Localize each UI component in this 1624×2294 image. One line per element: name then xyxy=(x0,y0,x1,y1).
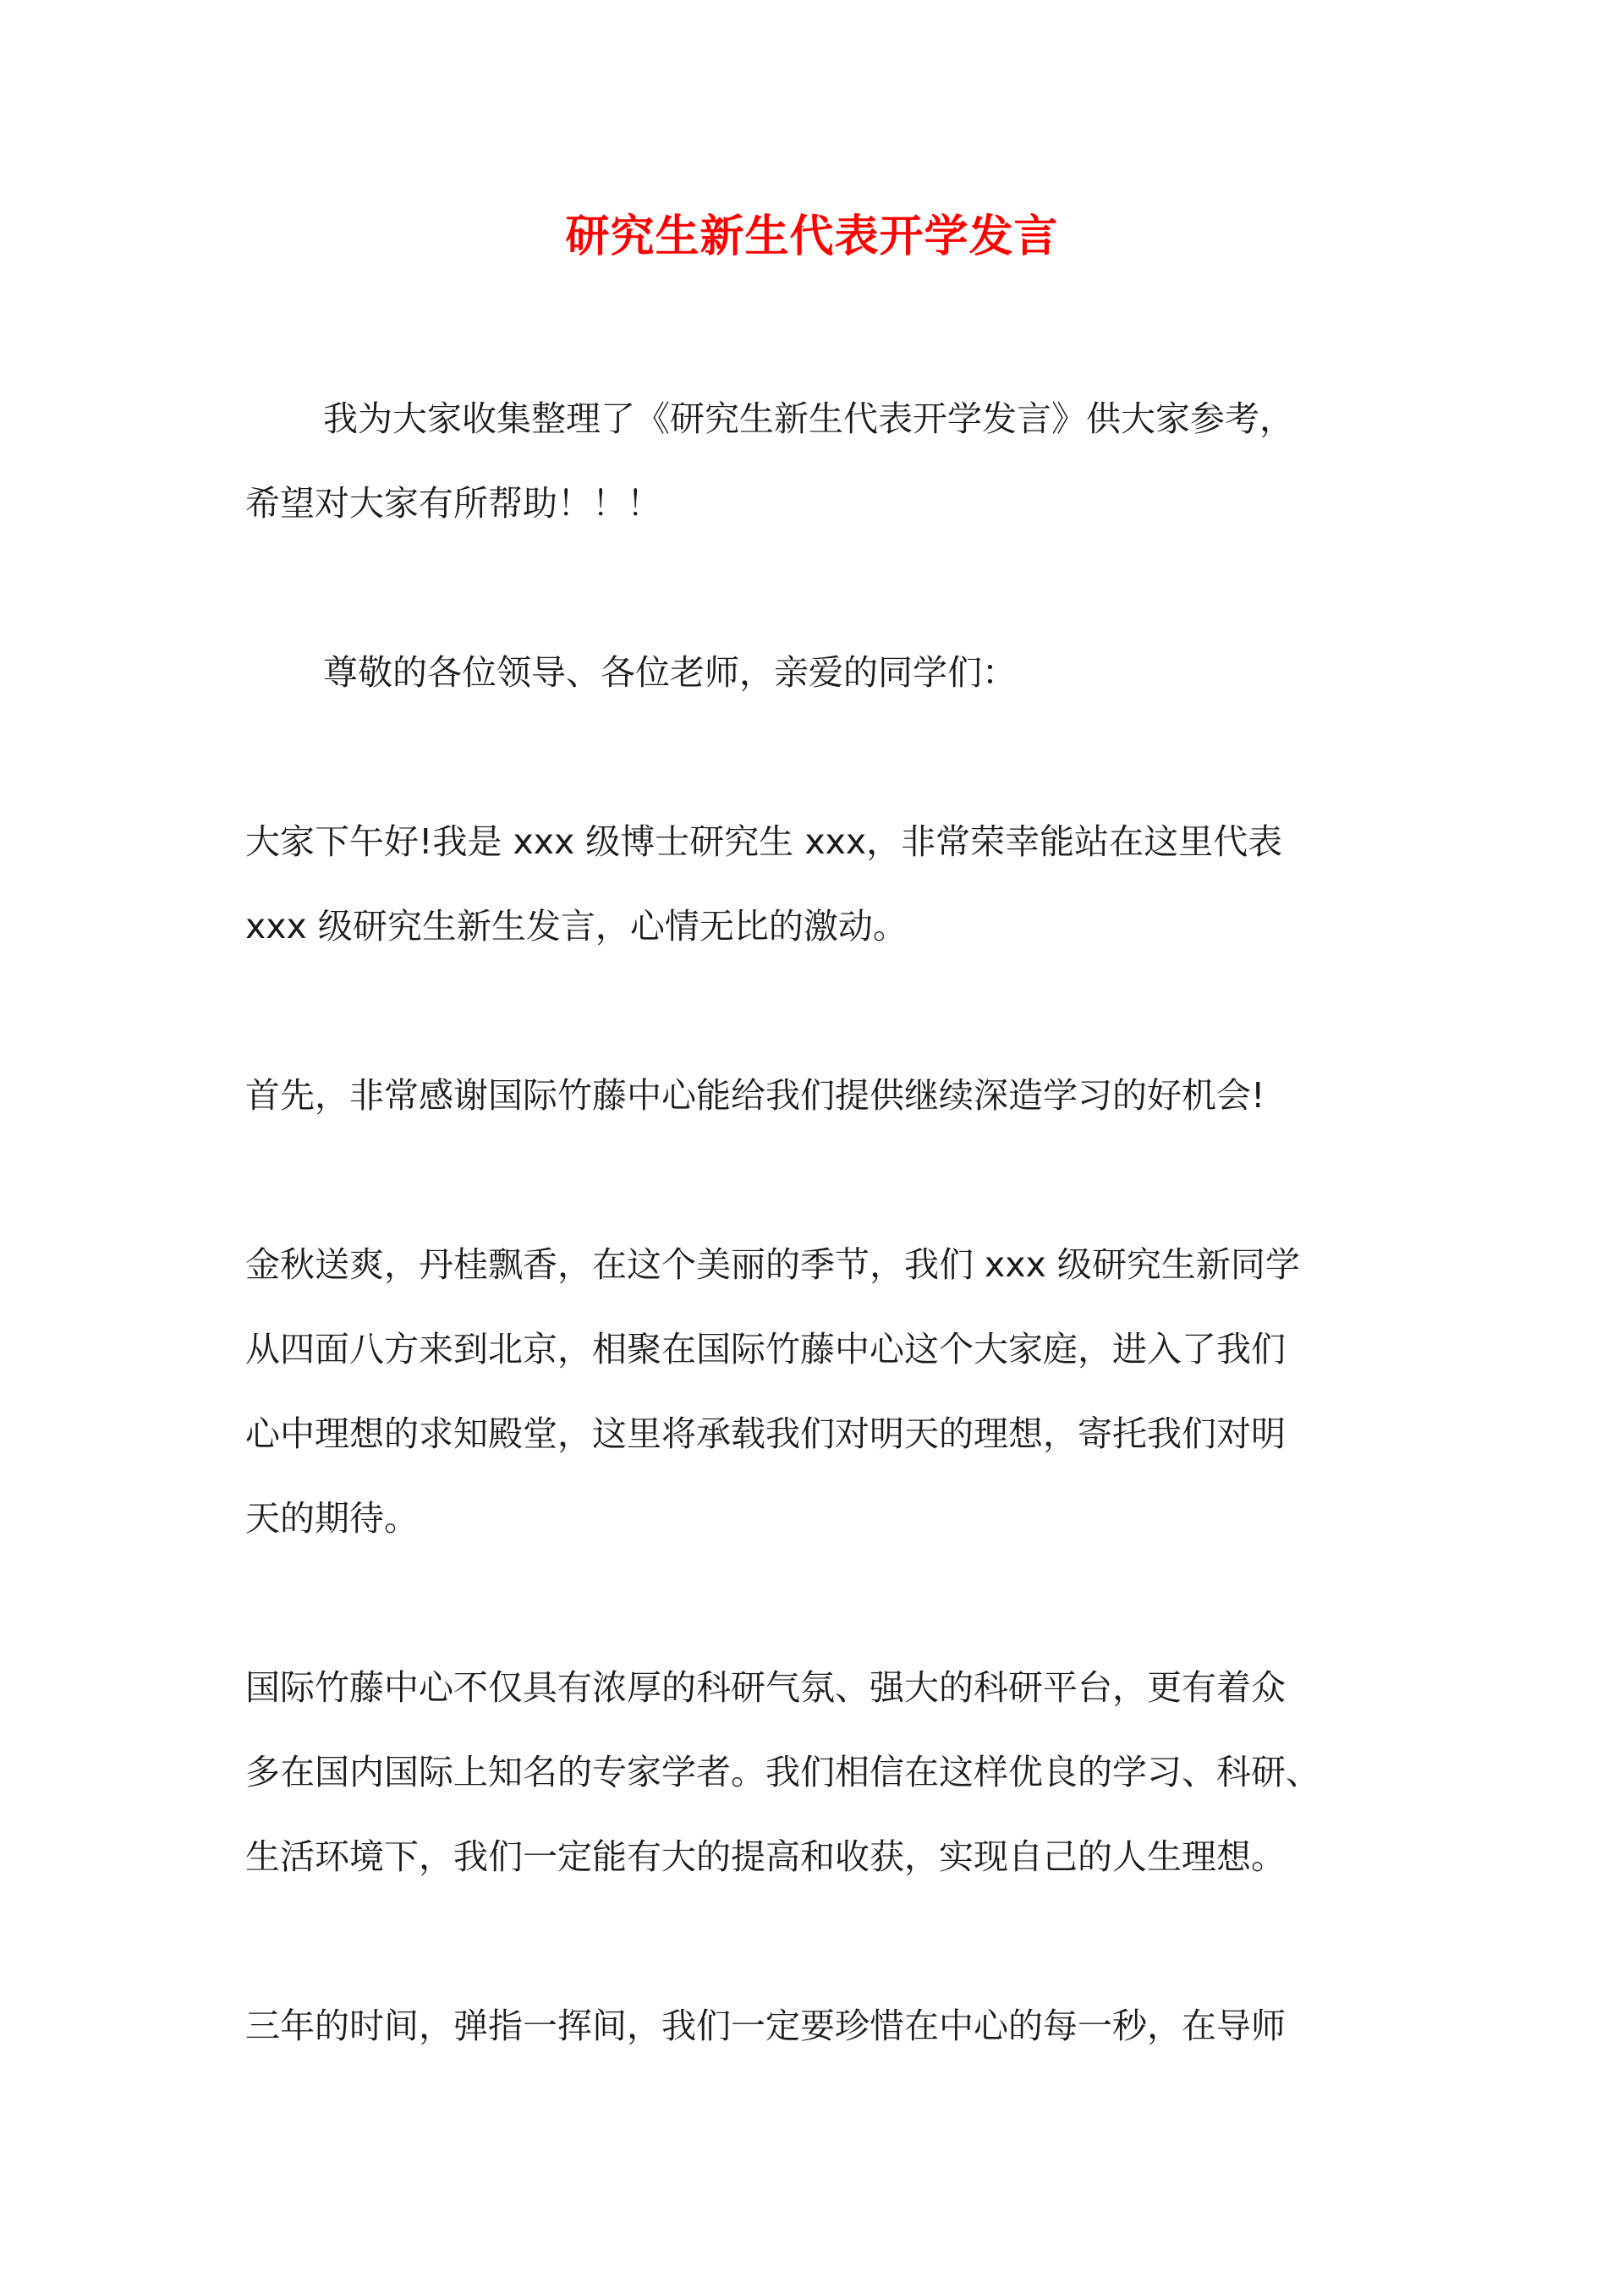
text-line: 国际竹藤中心不仅具有浓厚的科研气氛、强大的科研平台，更有着众 xyxy=(245,1667,1286,1708)
text-line: 三年的时间，弹指一挥间，我们一定要珍惜在中心的每一秒，在导师 xyxy=(245,2006,1286,2046)
text-line: 大家下午好!我是 xxx 级博士研究生 xxx，非常荣幸能站在这里代表 xyxy=(245,821,1283,862)
paragraph-center xyxy=(245,1645,1413,1899)
text-line: 多在国内国际上知名的专家学者。我们相信在这样优良的学习、科研、 xyxy=(245,1752,1320,1792)
document-title: 研究生新生代表开学发言 xyxy=(565,211,1059,262)
text-line: 首先，非常感谢国际竹藤中心能给我们提供继续深造学习的好机会! xyxy=(245,1075,1265,1116)
document-body xyxy=(245,376,1413,2153)
paragraph-greeting xyxy=(245,799,1413,969)
text-line: 生活环境下，我们一定能有大的提高和收获，实现自己的人生理想。 xyxy=(245,1836,1286,1877)
text-line: 天的期待。 xyxy=(245,1498,419,1539)
paragraph-three-years xyxy=(245,1984,1413,2068)
text-line: 金秋送爽，丹桂飘香，在这个美丽的季节，我们 xxx 级研究生新同学 xyxy=(245,1244,1300,1285)
text-line: 从四面八方来到北京，相聚在国际竹藤中心这个大家庭，进入了我们 xyxy=(245,1329,1286,1369)
paragraph-salutation xyxy=(245,630,1413,715)
paragraph-intro xyxy=(245,376,1413,546)
paragraph-autumn xyxy=(245,1222,1413,1561)
paragraph-thanks xyxy=(245,1053,1413,1138)
text-line: xxx 级研究生新生发言，心情无比的激动。 xyxy=(245,906,908,947)
text-line: 心中理想的求知殿堂，这里将承载我们对明天的理想，寄托我们对明 xyxy=(245,1413,1286,1454)
text-line: 我为大家收集整理了《研究生新生代表开学发言》供大家参考， xyxy=(323,398,1294,439)
text-line: 希望对大家有所帮助！！！ xyxy=(245,483,661,524)
text-line: 尊敬的各位领导、各位老师，亲爱的同学们： xyxy=(323,652,1017,693)
